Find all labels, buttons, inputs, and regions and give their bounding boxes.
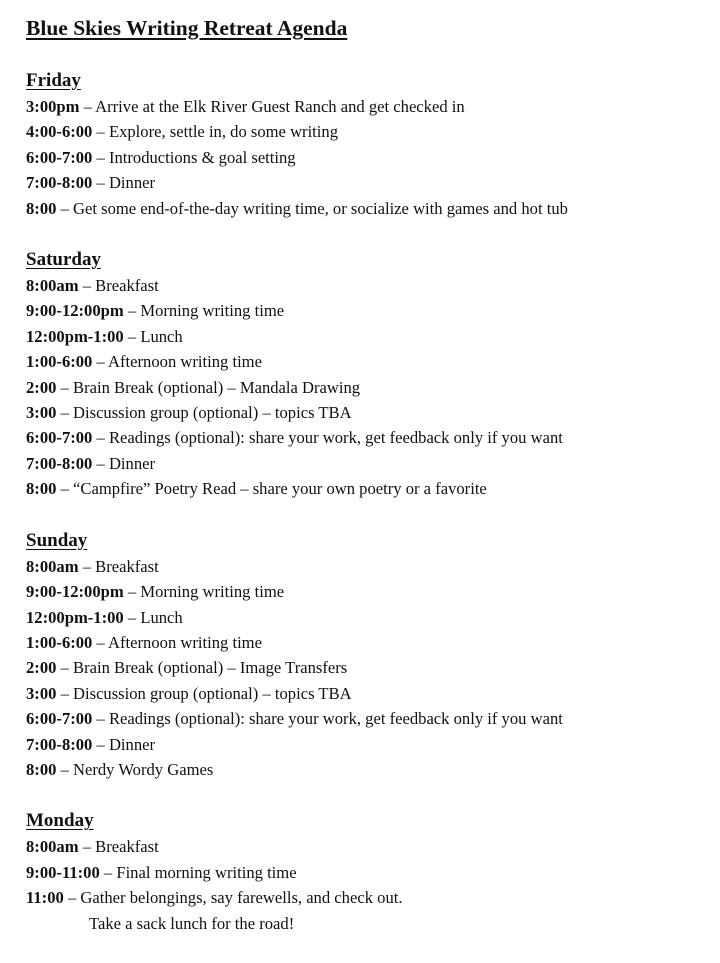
agenda-item <box>26 757 716 782</box>
agenda-item <box>26 349 716 374</box>
agenda-item <box>26 834 716 859</box>
agenda-text: – Brain Break (optional) – Mandala Drawing <box>56 377 361 397</box>
agenda-text: – Discussion group (optional) – topics TBA <box>56 683 352 703</box>
day-section-sunday <box>26 528 716 783</box>
agenda-time: 9:00-11:00 <box>26 862 100 882</box>
day-section-friday <box>26 68 716 221</box>
agenda-time: 8:00am <box>26 276 79 296</box>
agenda-document <box>26 14 716 936</box>
agenda-item <box>26 732 716 757</box>
agenda-text: – Breakfast <box>78 837 159 857</box>
agenda-item <box>26 885 716 910</box>
agenda-time: 6:00-7:00 <box>26 147 93 167</box>
agenda-time: 4:00-6:00 <box>26 122 93 142</box>
agenda-item <box>26 145 716 170</box>
agenda-time: 8:00am <box>26 837 79 857</box>
agenda-time: 11:00 <box>26 888 64 908</box>
agenda-text: – Breakfast <box>78 556 159 576</box>
agenda-time: 12:00pm-1:00 <box>26 326 124 346</box>
agenda-text: – Readings (optional): share your work, get feedback only if you want <box>92 428 563 448</box>
agenda-time: 8:00 <box>26 198 57 218</box>
agenda-item <box>26 451 716 476</box>
agenda-time: 8:00am <box>26 556 79 576</box>
agenda-item <box>26 425 716 450</box>
agenda-text: – Lunch <box>123 326 183 346</box>
agenda-time: 12:00pm-1:00 <box>26 607 124 627</box>
agenda-time: 9:00-12:00pm <box>26 582 124 602</box>
agenda-item <box>26 630 716 655</box>
agenda-text: – Morning writing time <box>123 301 285 321</box>
agenda-time: 3:00pm <box>26 97 80 116</box>
day-heading: Saturday <box>26 249 101 271</box>
agenda-text: – Afternoon writing time <box>92 352 262 372</box>
agenda-item <box>26 119 716 144</box>
agenda-time: 7:00-8:00 <box>26 173 93 193</box>
agenda-text: – Get some end-of-the-day writing time, or socialize with games and hot tub <box>56 198 568 218</box>
agenda-text: – Nerdy Wordy Games <box>56 759 214 779</box>
agenda-item <box>26 375 716 400</box>
agenda-item <box>26 681 716 706</box>
agenda-item <box>26 400 716 425</box>
agenda-text: – Dinner <box>92 453 156 473</box>
agenda-text: – Arrive at the Elk River Guest Ranch and get checked in <box>79 97 465 116</box>
agenda-time: 2:00 <box>26 377 57 397</box>
agenda-item-continuation: Take a sack lunch for the road! <box>89 913 295 933</box>
agenda-time: 6:00-7:00 <box>26 428 93 448</box>
agenda-text: – Breakfast <box>78 276 159 296</box>
agenda-item <box>26 273 716 298</box>
day-heading: Friday <box>26 70 81 91</box>
agenda-text: – Morning writing time <box>123 582 285 602</box>
agenda-text: – Dinner <box>92 734 156 754</box>
agenda-text: – Brain Break (optional) – Image Transfers <box>56 658 348 678</box>
agenda-text: – Afternoon writing time <box>92 632 262 652</box>
agenda-time: 3:00 <box>26 683 57 703</box>
agenda-text: – Readings (optional): share your work, get feedback only if you want <box>92 709 563 729</box>
agenda-text: – “Campfire” Poetry Read – share your own poetry or a favorite <box>56 479 487 499</box>
agenda-item <box>26 860 716 885</box>
agenda-time: 7:00-8:00 <box>26 734 93 754</box>
agenda-item <box>26 170 716 195</box>
agenda-text: – Explore, settle in, do some writing <box>92 122 339 142</box>
day-heading: Monday <box>26 810 94 832</box>
agenda-item <box>26 655 716 680</box>
agenda-time: 9:00-12:00pm <box>26 301 124 321</box>
agenda-time: 2:00 <box>26 658 57 678</box>
agenda-time: 1:00-6:00 <box>26 352 93 372</box>
agenda-time: 1:00-6:00 <box>26 632 93 652</box>
agenda-text: – Introductions & goal setting <box>92 147 296 167</box>
day-section-monday <box>26 808 716 936</box>
agenda-item <box>26 94 716 119</box>
agenda-item <box>26 324 716 349</box>
agenda-time: 3:00 <box>26 403 57 423</box>
day-section-saturday <box>26 247 716 502</box>
agenda-item <box>26 706 716 731</box>
agenda-text: – Discussion group (optional) – topics TBA <box>56 403 352 423</box>
agenda-item <box>26 298 716 323</box>
day-heading: Sunday <box>26 529 88 551</box>
agenda-text: – Lunch <box>123 607 183 627</box>
agenda-item <box>26 554 716 579</box>
agenda-time: 6:00-7:00 <box>26 709 93 729</box>
agenda-time: 7:00-8:00 <box>26 453 93 473</box>
agenda-item <box>26 605 716 630</box>
agenda-text: – Gather belongings, say farewells, and check out. <box>63 888 403 908</box>
agenda-time: 8:00 <box>26 479 57 499</box>
agenda-time: 8:00 <box>26 759 57 779</box>
agenda-item <box>26 579 716 604</box>
agenda-item <box>26 196 716 221</box>
agenda-item <box>26 476 716 501</box>
agenda-text: – Dinner <box>92 173 156 193</box>
agenda-text: – Final morning writing time <box>99 862 297 882</box>
document-title: Blue Skies Writing Retreat Agenda <box>26 16 348 40</box>
